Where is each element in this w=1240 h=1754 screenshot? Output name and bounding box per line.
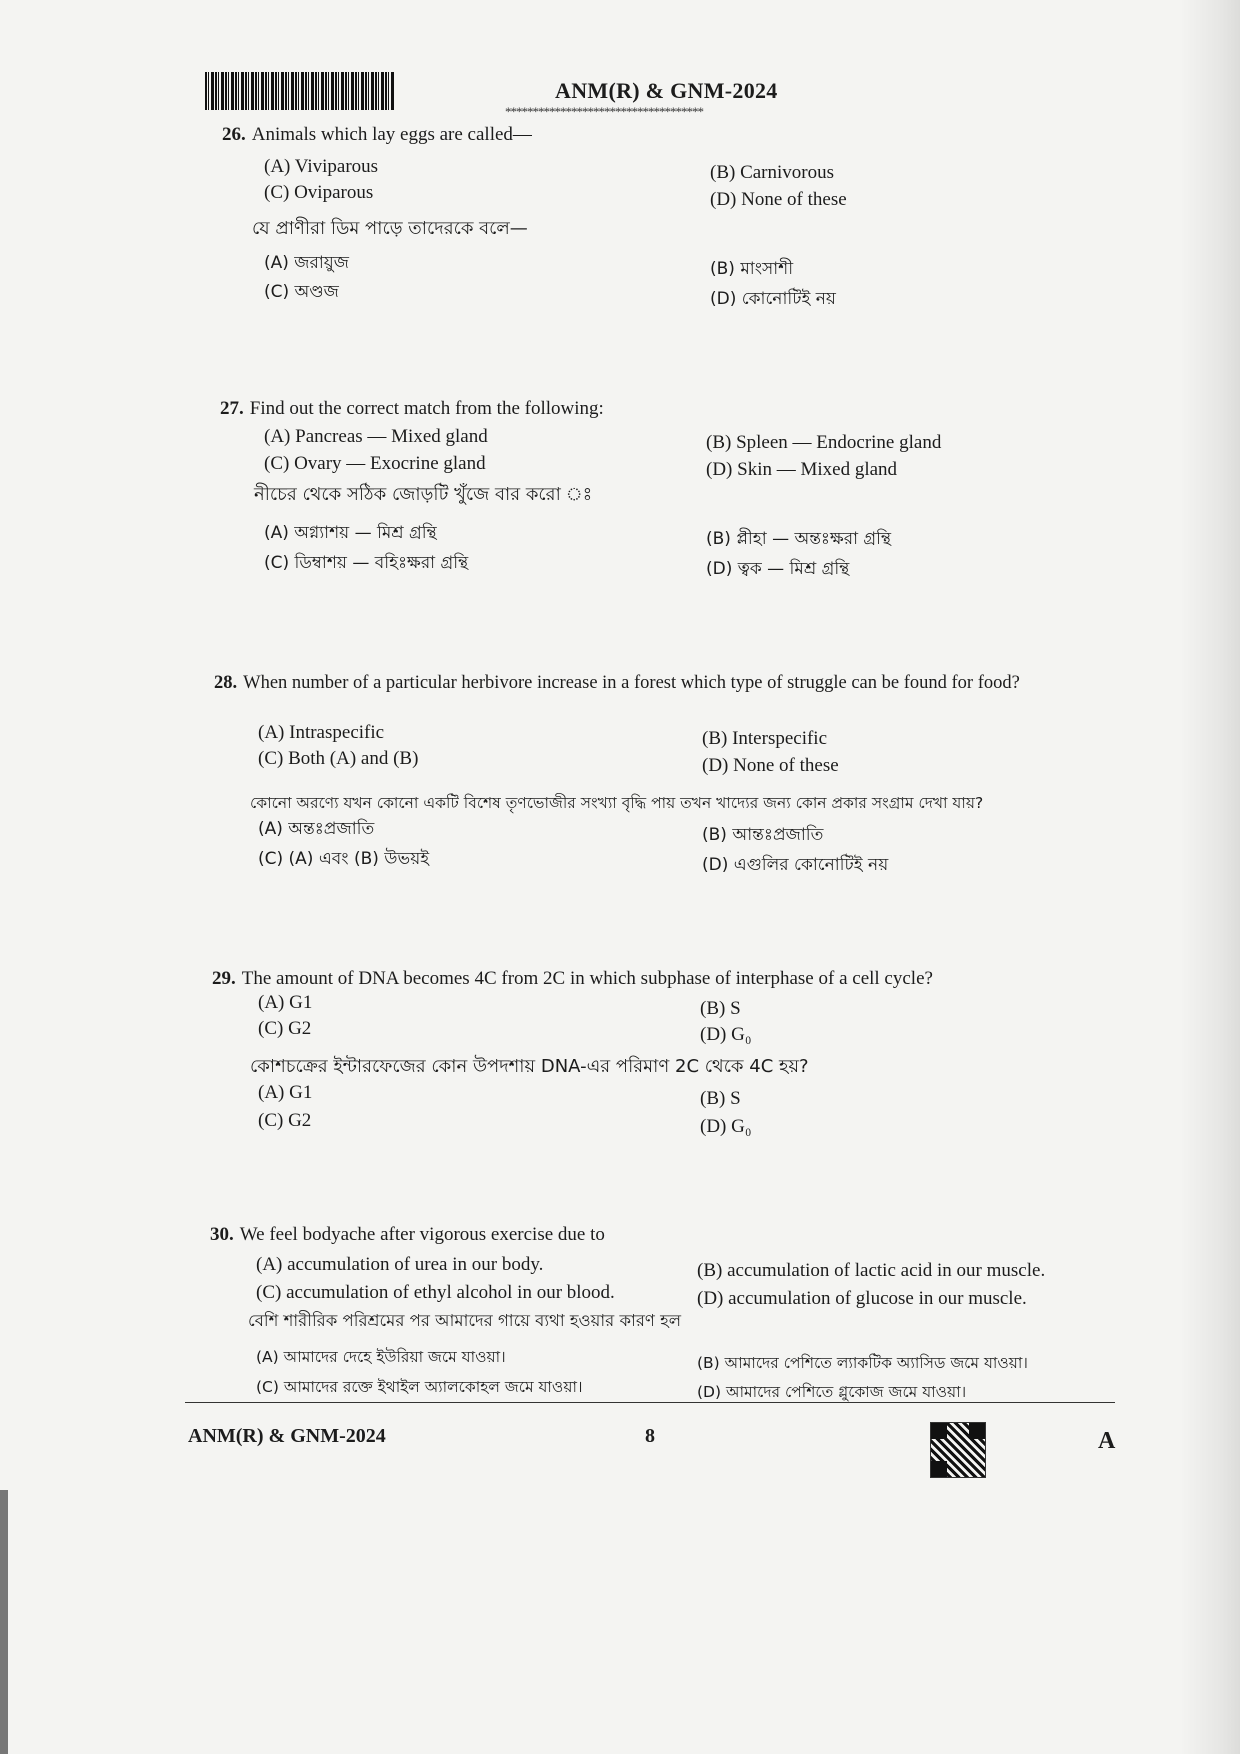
page-edge-shadow bbox=[1180, 0, 1240, 1754]
bengali-option-c: (C) ডিম্বাশয় — বহিঃক্ষরা গ্রন্থি bbox=[264, 553, 469, 573]
bengali-stem: নীচের থেকে সঠিক জোড়টি খুঁজে বার করো ঃ bbox=[254, 484, 593, 505]
page-title: ANM(R) & GNM-2024 bbox=[555, 78, 778, 103]
bengali-option-a: (A) G1 bbox=[258, 1082, 313, 1103]
question-stem bbox=[222, 124, 532, 146]
option-d: (D) Skin — Mixed gland bbox=[706, 459, 898, 480]
option-d: (D) accumulation of glucose in our muscle. bbox=[697, 1288, 1027, 1309]
option-c: (C) accumulation of ethyl alcohol in our blood. bbox=[256, 1282, 615, 1303]
option-a: (A) Intraspecific bbox=[258, 722, 385, 743]
footer-divider bbox=[185, 1402, 1115, 1403]
option-b: (B) S bbox=[700, 998, 741, 1019]
option-a: (A) G1 bbox=[258, 992, 313, 1013]
bengali-option-b: (B) মাংসাশী bbox=[710, 259, 794, 279]
question-number: 27. bbox=[220, 398, 244, 419]
question-text: Animals which lay eggs are called— bbox=[251, 124, 532, 145]
bengali-option-b: (B) S bbox=[700, 1088, 741, 1109]
option-d: (D) None of these bbox=[710, 189, 847, 210]
question-stem bbox=[220, 398, 604, 420]
question-stem bbox=[212, 968, 933, 990]
question-number: 26. bbox=[222, 124, 246, 145]
bengali-option-d: (D) কোনোটিই নয় bbox=[710, 289, 836, 309]
option-b: (B) accumulation of lactic acid in our muscle. bbox=[697, 1260, 1046, 1281]
bengali-option-c: (C) অণ্ডজ bbox=[264, 282, 339, 302]
bengali-option-c: (C) আমাদের রক্তে ইথাইল অ্যালকোহল জমে যাওয়া। bbox=[256, 1378, 583, 1396]
title-underline-stars: ************************************ bbox=[505, 104, 703, 119]
bengali-option-d: (D) ত্বক — মিশ্র গ্রন্থি bbox=[706, 559, 850, 579]
option-d: (D) G₀ bbox=[700, 1024, 752, 1045]
bengali-option-b: (B) প্লীহা — অন্তঃক্ষরা গ্রন্থি bbox=[706, 529, 892, 549]
bengali-option-a: (A) অন্তঃপ্রজাতি bbox=[258, 819, 375, 839]
bengali-option-a: (A) জরায়ুজ bbox=[264, 253, 350, 273]
bengali-option-c: (C) G2 bbox=[258, 1110, 312, 1131]
question-text: The amount of DNA becomes 4C from 2C in which subphase of interphase of a cell cycle? bbox=[241, 968, 933, 989]
bengali-option-b: (B) আন্তঃপ্রজাতি bbox=[702, 825, 824, 845]
option-a: (A) accumulation of urea in our body. bbox=[256, 1254, 544, 1275]
bengali-stem: বেশি শারীরিক পরিশ্রমের পর আমাদের গায়ে ব্যথা হওয়ার কারণ হল bbox=[248, 1311, 682, 1330]
question-number: 30. bbox=[210, 1224, 234, 1245]
option-c: (C) Both (A) and (B) bbox=[258, 748, 419, 769]
option-a: (A) Pancreas — Mixed gland bbox=[264, 426, 488, 447]
bengali-option-b: (B) আমাদের পেশিতে ল্যাকটিক অ্যাসিড জমে যাওয়া। bbox=[697, 1354, 1028, 1372]
option-b: (B) Interspecific bbox=[702, 728, 828, 749]
bengali-option-a: (A) আমাদের দেহে ইউরিয়া জমে যাওয়া। bbox=[256, 1348, 506, 1366]
scan-edge-mark bbox=[0, 1490, 8, 1754]
option-d: (D) None of these bbox=[702, 755, 839, 776]
option-b: (B) Carnivorous bbox=[710, 162, 835, 183]
question-text: We feel bodyache after vigorous exercise due to bbox=[239, 1224, 605, 1245]
footer-exam-title: ANM(R) & GNM-2024 bbox=[188, 1425, 386, 1447]
option-b: (B) Spleen — Endocrine gland bbox=[706, 432, 942, 453]
bengali-option-a: (A) অগ্ন্যাশয় — মিশ্র গ্রন্থি bbox=[264, 523, 437, 543]
option-c: (C) G2 bbox=[258, 1018, 312, 1039]
question-stem bbox=[214, 672, 1134, 694]
bengali-stem: কোশচক্রের ইন্টারফেজের কোন উপদশায় DNA-এর পরিমাণ 2C থেকে 4C হয়? bbox=[250, 1056, 809, 1077]
booklet-set-letter: A bbox=[1098, 1428, 1116, 1454]
bengali-option-d: (D) এগুলির কোনোটিই নয় bbox=[702, 855, 889, 875]
option-a: (A) Viviparous bbox=[264, 156, 379, 177]
bengali-option-c: (C) (A) এবং (B) উভয়ই bbox=[258, 849, 430, 869]
question-text: Find out the correct match from the following: bbox=[249, 398, 604, 419]
bengali-stem: কোনো অরণ্যে যখন কোনো একটি বিশেষ তৃণভোজীর সংখ্যা বৃদ্ধি পায় তখন খাদ্যের জন্য কোন প্রকার সংগ্রাম দেখা যায়? bbox=[250, 794, 984, 812]
page-number: 8 bbox=[645, 1425, 655, 1447]
barcode-icon bbox=[205, 72, 395, 110]
bengali-stem: যে প্রাণীরা ডিম পাড়ে তাদেরকে বলে— bbox=[252, 218, 528, 239]
qr-code-icon bbox=[930, 1422, 986, 1478]
option-c: (C) Oviparous bbox=[264, 182, 374, 203]
question-number: 29. bbox=[212, 968, 236, 989]
question-number: 28. bbox=[214, 673, 238, 693]
bengali-option-d: (D) G₀ bbox=[700, 1116, 752, 1137]
bengali-option-d: (D) আমাদের পেশিতে গ্লুকোজ জমে যাওয়া। bbox=[697, 1383, 967, 1401]
question-text: When number of a particular herbivore increase in a forest which type of struggle can be found for food? bbox=[243, 673, 1020, 693]
option-c: (C) Ovary — Exocrine gland bbox=[264, 453, 486, 474]
question-stem bbox=[210, 1224, 605, 1246]
